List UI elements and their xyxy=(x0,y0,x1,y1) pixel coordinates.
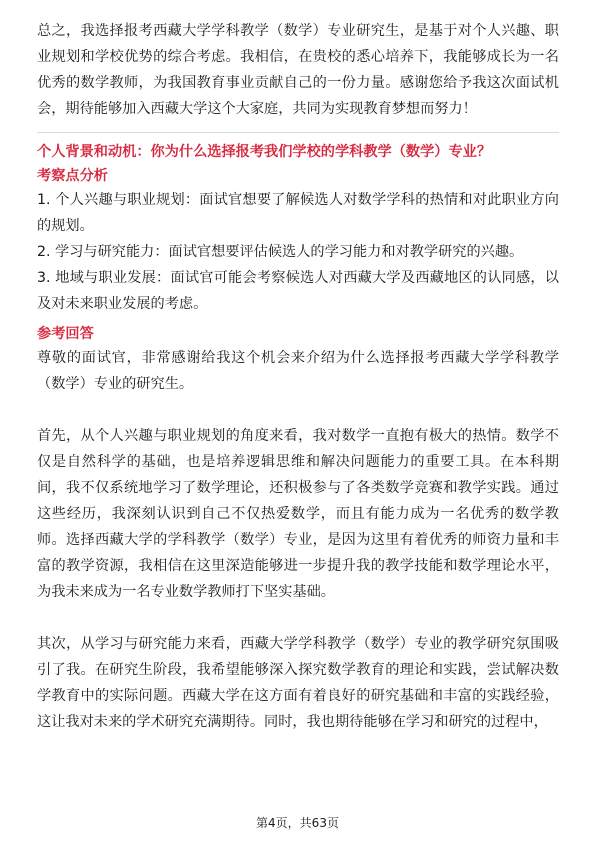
intro-paragraph: 总之，我选择报考西藏大学学科教学（数学）专业研究生，是基于对个人兴趣、职业规划和学校优势的综合考虑。我相信，在贵校的悉心培养下，我能够成长为一名优秀的数学教师，为我国教育事业贡献自己的一份力量。感谢您给予我这次面试机会，期待能够加入西藏大学这个大家庭，共同为实现教育梦想而努力！ xyxy=(37,23,559,117)
answer-greeting: 尊敬的面试官，非常感谢给我这个机会来介绍为什么选择报考西藏大学学科教学（数学）专业的研究生。 xyxy=(37,350,559,392)
page-number: 第4页，共63页 xyxy=(256,816,339,830)
analysis-item-3: 3. 地域与职业发展：面试官可能会考察候选人对西藏大学及西藏地区的认同感，以及对未来职业发展的考虑。 xyxy=(37,270,559,312)
page-content xyxy=(37,18,559,735)
answer-paragraph-2: 其次，从学习与研究能力来看，西藏大学学科教学（数学）专业的教学研究氛围吸引了我。在研究生阶段，我希望能够深入探究数学教育的理论和实践，尝试解决数学教育中的实际问题。西藏大学在这方面有着良好的研究基础和丰富的实践经验，这让我对未来的学术研究充满期待。同时，我也期待能够在学习和研究的过程中， xyxy=(37,636,559,730)
question-title: 个人背景和动机：你为什么选择报考我们学校的学科教学（数学）专业？ xyxy=(37,144,492,160)
answer-title: 参考回答 xyxy=(37,326,94,342)
answer-paragraph-1: 首先，从个人兴趣与职业规划的角度来看，我对数学一直抱有极大的热情。数学不仅是自然科学的基础，也是培养逻辑思维和解决问题能力的重要工具。在本科期间，我不仅系统地学习了数学理论，还积极参与了各类数学竞赛和教学实践。通过这些经历，我深刻认识到自己不仅热爱数学，而且有能力成为一名优秀的数学教师。选择西藏大学的学科教学（数学）专业，是因为这里有着优秀的师资力量和丰富的教学资源，我相信在这里深造能够进一步提升我的教学技能和数学理论水平，为我未来成为一名专业数学教师打下坚实基础。 xyxy=(37,428,559,600)
analysis-item-1: 1. 个人兴趣与职业规划：面试官想要了解候选人对数学学科的热情和对此职业方向的规划。 xyxy=(37,192,559,234)
analysis-item-2: 2. 学习与研究能力：面试官想要评估候选人的学习能力和对教学研究的兴趣。 xyxy=(37,244,524,260)
analysis-title: 考察点分析 xyxy=(37,168,108,184)
section-divider xyxy=(37,132,559,133)
